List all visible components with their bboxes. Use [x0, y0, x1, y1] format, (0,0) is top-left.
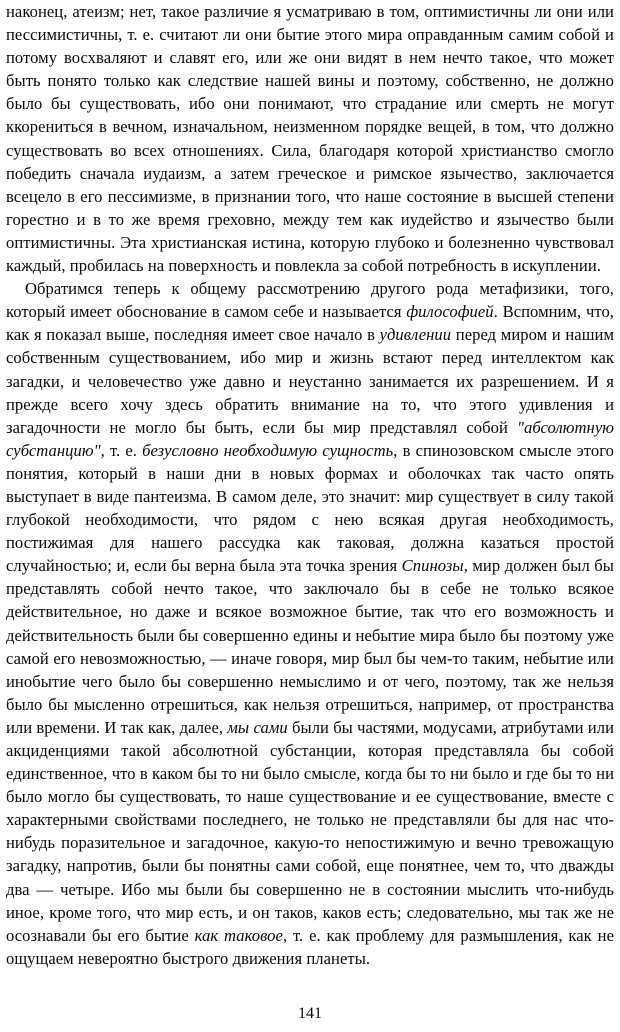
body-text [6, 0, 614, 970]
text-segment: перед миром и нашим собственным существованием, ибо мир и жизнь встают перед интеллектом как загадки, и человечество уже давно и неустанно занимается их разрешением. И я прежде всего хочу здесь обратить внимание на то, что этого удивления и загадочности не могло бы быть, если бы мир представлял собой [6, 325, 614, 437]
italic-term: безусловно необходимую сущность [142, 440, 394, 460]
italic-term: Спинозы [401, 556, 464, 576]
paragraph-philosophy [6, 277, 614, 970]
page-number: 141 [298, 1005, 322, 1022]
text-segment: , т. е. как проблему для размышления, как не ощущаем невероятно быстрого движения планеты. [6, 925, 614, 968]
text-segment: , мир должен был бы представлять собой нечто такое, что заключало бы в себе не только всякое действительное, но даже и всякое возможное бытие, так что его возможность и действительность были бы совершенно едины и небытие мира было бы поэтому уже самой его невозможностью, — иначе говоря, мир был бы чем-то таким, небытие или инобытие чего было бы совершенно немыслимо и от чего, поэтому, так же нельзя было бы мысленно отрешиться, как нельзя отрешиться, например, от пространства или времени. И так как, далее, [6, 556, 614, 737]
text-segment: Обратимся теперь к общему рассмотрению другого рода метафизики, того, который имеет обоснование в самом себе и называется [6, 279, 614, 322]
text-segment: , т. е. [100, 440, 143, 460]
italic-term: философией [406, 302, 494, 322]
italic-term: мы сами [227, 717, 288, 737]
italic-term: удивлении [379, 325, 452, 345]
text-segment: были бы частями, модусами, атрибутами или акциденциями такой абсолютной субстанции, которая представляла бы собой единственное, что в каком бы то ни было смысле, когда бы то ни было и где бы то ни было могло бы существовать, то наше существование и ее существование, вместе с характерными свойствами последнего, не только не представляли бы для нас что-нибудь поразительное и загадочное, какую-то непостижимую и вечно тревожащую загадку, напротив, были бы понятны сами собой, еще понятнее, чем то, что дважды два — четыре. Ибо мы были бы совершенно не в состоянии мыслить что-нибудь иное, кроме того, что мир есть, и он таков, каков есть; следовательно, мы так же не осознавали бы его бытие [6, 717, 614, 945]
paragraph-continued: наконец, атеизм; нет, такое различие я усматриваю в том, оптимистичны ли они или пессимистичны, т. е. считают ли они бытие этого мира оправданным самим собой и потому восхваляют и славят его, или же они видят в нем нечто такое, что может быть понято только как следствие нашей вины и поэтому, собственно, не должно было бы существовать, ибо они понимают, что страдание или смерть не могут ккорениться в вечном, изначальном, неизменном порядке вещей, в том, что должно существовать во всех отношениях. Сила, благодаря которой христианство смогло победить сначала иудаизм, а затем греческое и римское язычество, заключается всецело в его пессимизме, в признании того, что наше состояние в высшей степени горестно и в то же время греховно, между тем как иудейство и язычество были оптимистичны. Эта христианская истина, которую глубоко и болезненно чувствовал каждый, пробилась на поверхность и повлекла за собой потребность в искуплении. [6, 2, 614, 276]
italic-term: "абсолютную субстанцию" [6, 417, 614, 460]
italic-term: как таковое [194, 925, 283, 945]
text-segment: , в спинозовском смысле этого понятия, который в наши дни в новых формах и оболочках так часто опять выступает в виде пантеизма. В самом деле, это значит: мир существует в силу такой глубокой необходимости, что рядом с нею всякая другая необходимость, постижимая для нашего рассудка как таковая, должна казаться простой случайностью; и, если бы верна была эта точка зрения [6, 440, 614, 576]
text-segment: . Вспомним, что, как я показал выше, последняя имеет свое начало в [6, 302, 614, 345]
